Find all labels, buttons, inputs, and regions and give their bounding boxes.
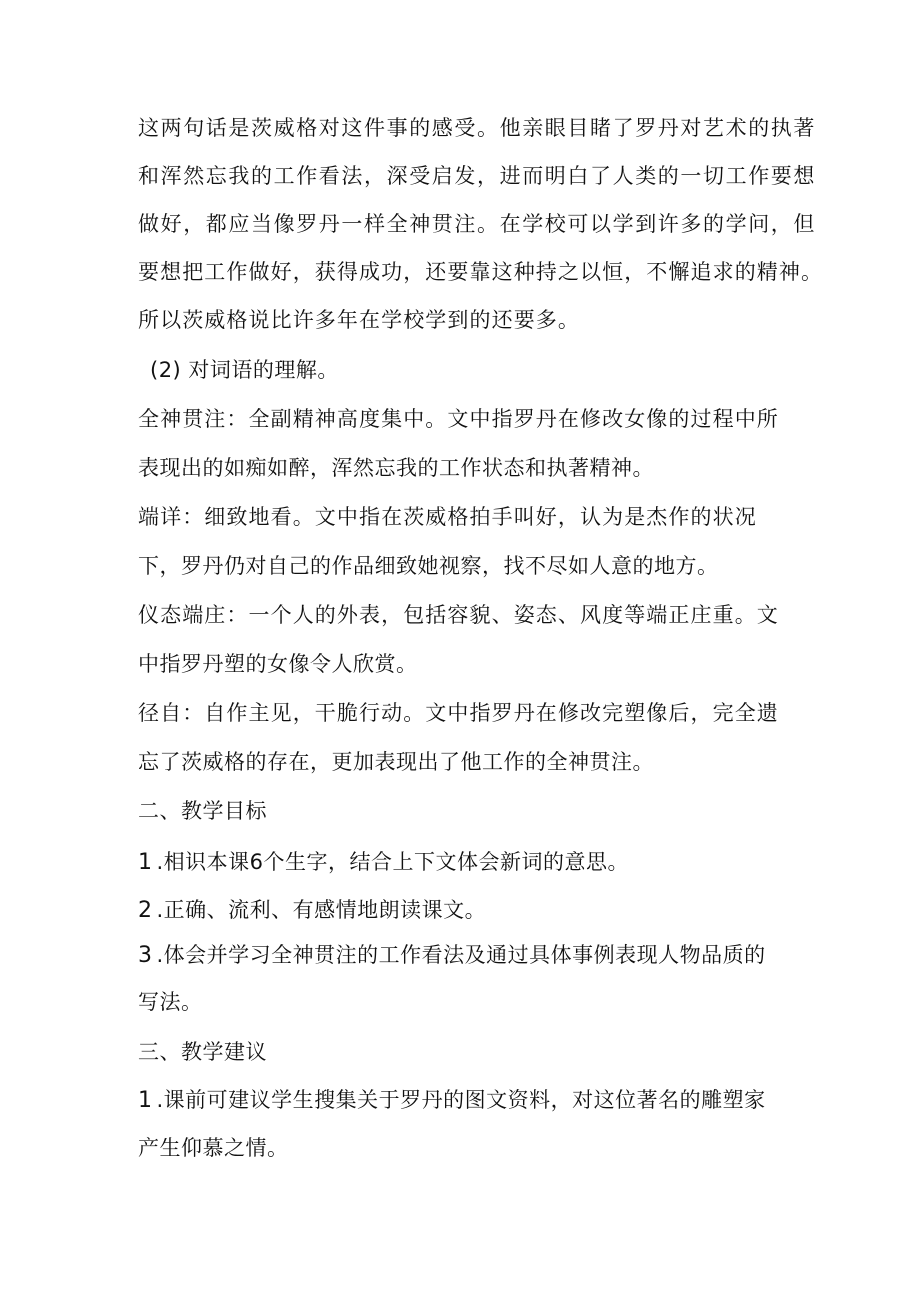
term-line: 表现出的如痴如醉，浑然忘我的工作状态和执著精神。 bbox=[138, 456, 654, 480]
goal-item-continuation: 写法。 bbox=[138, 990, 203, 1014]
term-line: 忘了茨威格的存在，更加表现出了他工作的全神贯注。 bbox=[138, 750, 654, 774]
goal-item bbox=[138, 941, 766, 970]
subheading-2: (2) 对词语的理解。 bbox=[150, 358, 339, 382]
term-line: 仪态端庄：一个人的外表，包括容貌、姿态、风度等端正庄重。文 bbox=[138, 603, 779, 627]
section-heading-suggestions: 三、教学建议 bbox=[138, 1040, 267, 1064]
term-line: 下，罗丹仍对自己的作品细致她视察，找不尽如人意的地方。 bbox=[138, 554, 719, 578]
term-line: 全神贯注：全副精神高度集中。文中指罗丹在修改女像的过程中所 bbox=[138, 407, 779, 431]
goal-number: 2 bbox=[138, 898, 153, 923]
suggestion-text: .课前可建议学生搜集关于罗丹的图文资料，对这位著名的雕塑家 bbox=[156, 1088, 766, 1112]
goal-item bbox=[138, 848, 629, 877]
goal-number: 3 bbox=[138, 943, 153, 968]
suggestion-item-continuation: 产生仰慕之情。 bbox=[138, 1136, 289, 1160]
goal-text: .体会并学习全神贯注的工作看法及通过具体事例表现人物品质的 bbox=[156, 943, 766, 967]
paragraph-line: 和浑然忘我的工作看法，深受启发，进而明白了人类的一切工作要想 bbox=[138, 164, 816, 188]
section-heading-goals: 二、教学目标 bbox=[138, 799, 267, 823]
suggestion-number: 1 bbox=[138, 1088, 153, 1113]
term-line: 中指罗丹塑的女像令人欣赏。 bbox=[138, 652, 418, 676]
term-line: 端详：细致地看。文中指在茨威格拍手叫好，认为是杰作的状况 bbox=[138, 505, 757, 529]
goal-item bbox=[138, 896, 486, 925]
paragraph-line: 所以茨威格说比许多年在学校学到的还要多。 bbox=[138, 308, 580, 332]
paragraph-line: 这两句话是茨威格对这件事的感受。他亲眼目睹了罗丹对艺术的执著 bbox=[138, 116, 816, 140]
goal-number: 1 bbox=[138, 850, 153, 875]
term-line: 径自：自作主见，干脆行动。文中指罗丹在修改完塑像后，完全遗 bbox=[138, 701, 779, 725]
paragraph-line: 做好，都应当像罗丹一样全神贯注。在学校可以学到许多的学问，但 bbox=[138, 212, 816, 236]
suggestion-item bbox=[138, 1086, 766, 1115]
paragraph-line: 要想把工作做好，获得成功，还要靠这种持之以恒，不懈追求的精神。 bbox=[138, 260, 824, 284]
goal-text: .相识本课6个生字，结合上下文体会新词的意思。 bbox=[156, 850, 630, 874]
goal-text: .正确、流利、有感情地朗读课文。 bbox=[156, 898, 487, 922]
